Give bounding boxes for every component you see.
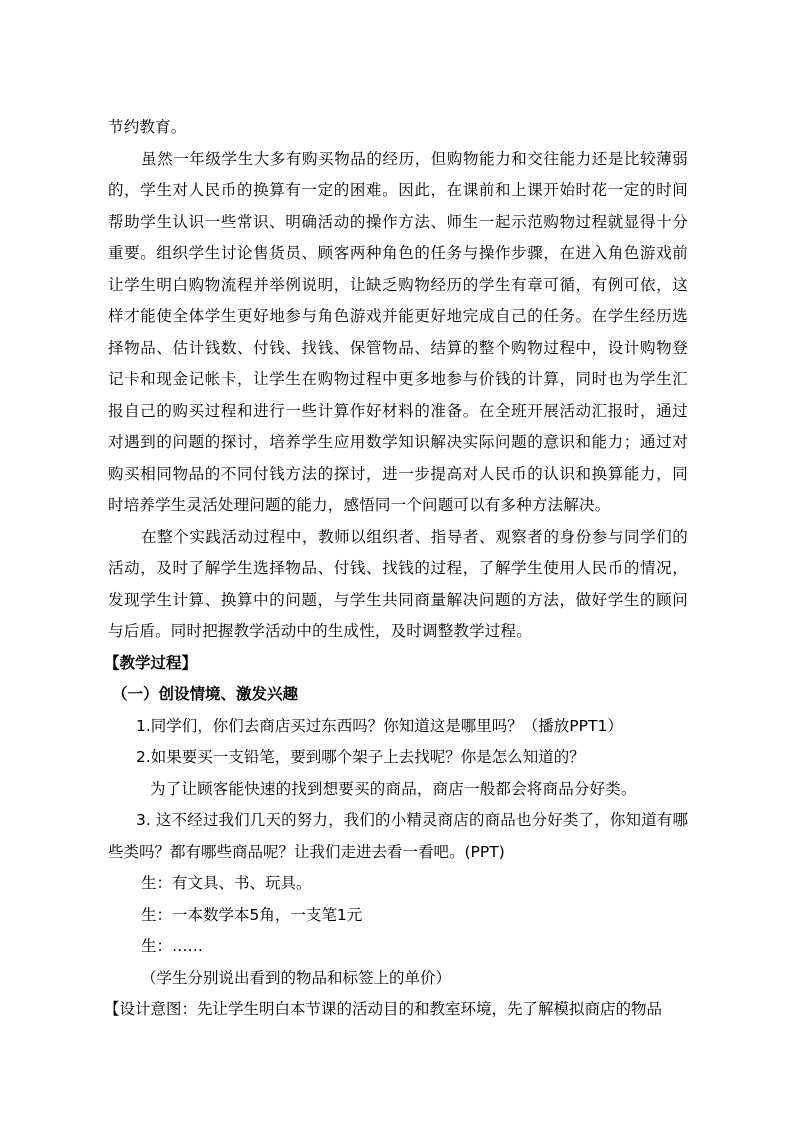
document-page <box>104 112 688 1026</box>
student-answer-1: 生：有文具、书、玩具。 <box>141 874 312 892</box>
question-1: 1.同学们，你们去商店买过东西吗？你知道这是哪里吗？（播放PPT1） <box>136 716 623 735</box>
design-intent: 【设计意图：先让学生明白本节课的活动目的和教室环境，先了解模拟商店的物品 <box>104 1000 663 1018</box>
paragraph-teacher-role: 在整个实践活动过程中，教师以组织者、指导者、观察者的身份参与同学们的活动，及时了解学生选择物品、付钱、找钱的过程，了解学生使用人民币的情况，发现学生计算、换算中的问题，与学生共同商量解决问题的方法，做好学生的顾问与后盾。同时把握教学活动中的生成性，及时调整教学过程。 <box>108 527 688 640</box>
student-note: （学生分别说出看到的物品和标签上的单价） <box>141 968 452 987</box>
question-2: 2.如果要买一支铅笔，要到哪个架子上去找呢？你是怎么知道的？ <box>136 748 585 766</box>
paragraph-analysis: 虽然一年级学生大多有购买物品的经历，但购物能力和交往能力还是比较薄弱的，学生对人民币的换算有一定的困难。因此，在课前和上课开始时花一定的时间帮助学生认识一些常识、明确活动的操作方法、师生一起示范购物过程就显得十分重要。组织学生讨论售货员、顾客两种角色的任务与操作步骤，在进入角色游戏前让学生明白购物流程并举例说明，让缺乏购物经历的学生有章可循，有例可依，这样才能使全体学生更好地参与角色游戏并能更好地完成自己的任务。在学生经历选择物品、估计钱数、付钱、找钱、保管物品、结算的整个购物过程中，设计购物登记卡和现金记帐卡，让学生在购物过程中更多地参与价钱的计算，同时也为学生汇报自己的购买过程和进行一些计算作好材料的准备。在全班开展活动汇报时，通过对遇到的问题的探讨，培养学生应用数学知识解决实际问题的意识和能力；通过对购买相同物品的不同付钱方法的探讨，进一步提高对人民币的认识和换算能力，同时培养学生灵活处理问题的能力，感悟同一个问题可以有多种方法解决。 <box>108 149 688 514</box>
subsection-heading-situation: （一）创设情境、激发兴趣 <box>112 685 299 703</box>
paragraph-intro-tail: 节约教育。 <box>108 118 187 136</box>
student-answer-2: 生：一本数学本5角，一支笔1元 <box>141 905 363 924</box>
student-answer-3: 生：…… <box>141 937 204 955</box>
question-2-explanation: 为了让顾客能快速的找到想要买的商品，商店一般都会将商品分好类。 <box>150 779 637 798</box>
question-3: 3. 这不经过我们几天的努力，我们的小精灵商店的商品也分好类了，你知道有哪些类吗？都有哪些商品呢？让我们走进去看一看吧。(PPT) <box>108 811 688 861</box>
section-heading-process: 【教学过程】 <box>104 653 198 672</box>
